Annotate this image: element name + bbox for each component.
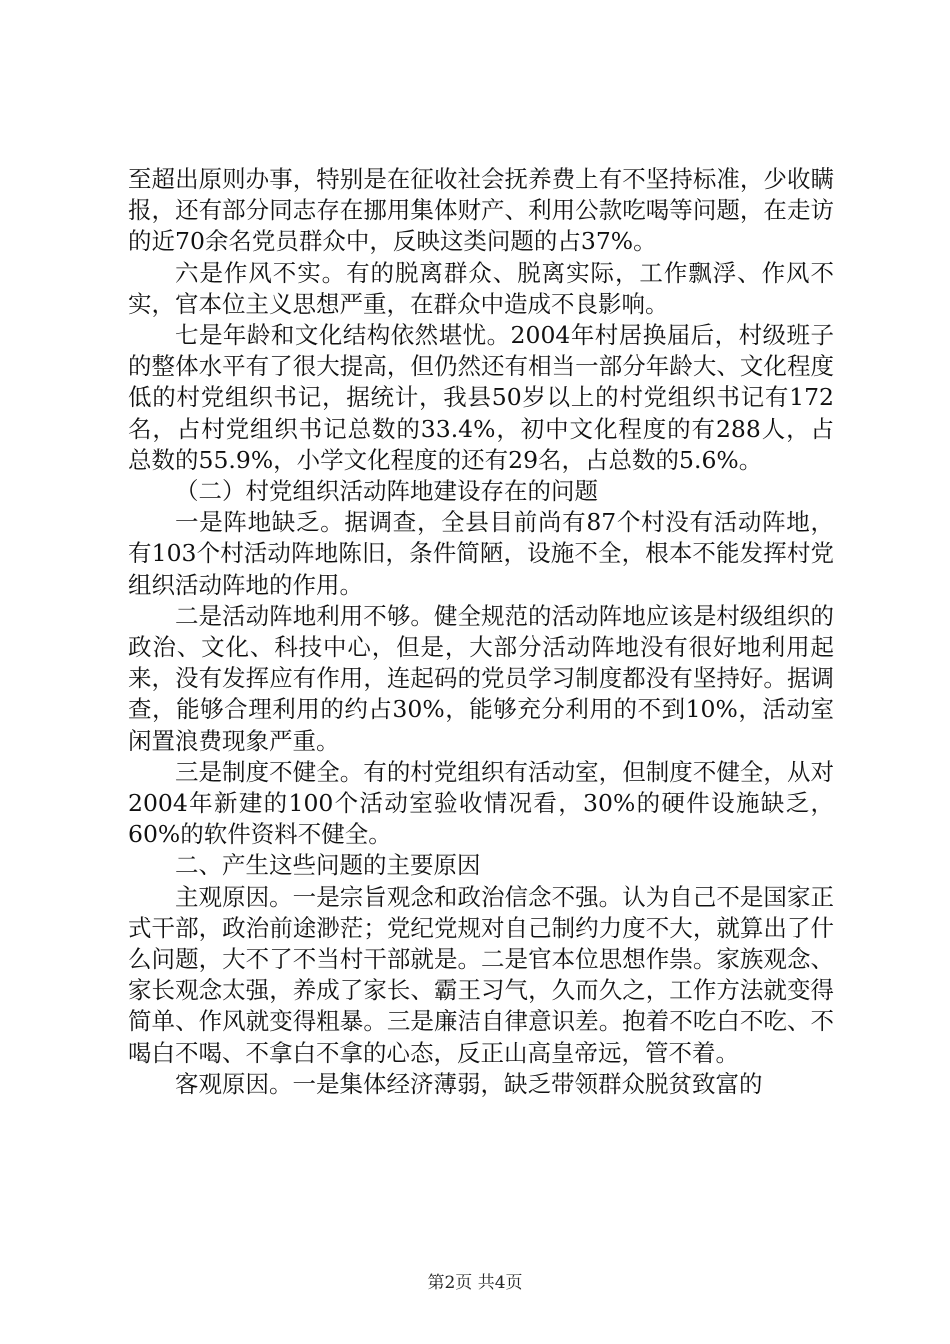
paragraph-subjective-causes: 主观原因。一是宗旨观念和政治信念不强。认为自己不是国家正式干部，政治前途渺茫；党纪党规对自己制约力度不大，就算出了什么问题，大不了不当村干部就是。二是官本位思想作祟。家族观念、家长观念太强，养成了家长、霸王习气，久而久之，工作方法就变得简单、作风就变得粗暴。三是廉洁自律意识差。抱着不吃白不吃、不喝白不喝、不拿白不拿的心态，反正山高皇帝远，管不着。 (128, 882, 834, 1067)
paragraph-point-three: 三是制度不健全。有的村党组织有活动室，但制度不健全，从对2004年新建的100个活动室验收情况看，30%的硬件设施缺乏，60%的软件资料不健全。 (128, 757, 834, 849)
section-heading-2: （二）村党组织活动阵地建设存在的问题 (175, 477, 598, 506)
paragraph-objective-causes: 客观原因。一是集体经济薄弱，缺乏带领群众脱贫致富的 (175, 1069, 763, 1098)
paragraph-continuation: 至超出原则办事，特别是在征收社会抚养费上有不坚持标准，少收瞒报，还有部分同志存在挪用集体财产、利用公款吃喝等问题，在走访的近70余名党员群众中，反映这类问题的占37%。 (128, 165, 834, 256)
paragraph-point-seven: 七是年龄和文化结构依然堪忧。2004年村居换届后，村级班子的整体水平有了很大提高，但仍然还有相当一部分年龄大、文化程度低的村党组织书记，据统计，我县50岁以上的村党组织书记有172名，占村党组织书记总数的33.4%，初中文化程度的有288人，占总数的55.9%，小学文化程度的还有29名，占总数的5.6%。 (128, 321, 834, 474)
section-heading-causes: 二、产生这些问题的主要原因 (175, 851, 481, 880)
page-footer: 第2页 共4页 (427, 1273, 523, 1293)
paragraph-point-two: 二是活动阵地利用不够。健全规范的活动阵地应该是村级组织的政治、文化、科技中心，但是，大部分活动阵地没有很好地利用起来，没有发挥应有作用，连起码的党员学习制度都没有坚持好。据调查，能够合理利用的约占30%，能够充分利用的不到10%，活动室闲置浪费现象严重。 (128, 601, 834, 755)
paragraph-point-six: 六是作风不实。有的脱离群众、脱离实际，工作飘浮、作风不实，官本位主义思想严重，在群众中造成不良影响。 (128, 258, 834, 318)
document-body (128, 164, 834, 1100)
paragraph-point-one: 一是阵地缺乏。据调查，全县目前尚有87个村没有活动阵地，有103个村活动阵地陈旧，条件简陋，设施不全，根本不能发挥村党组织活动阵地的作用。 (128, 508, 834, 599)
